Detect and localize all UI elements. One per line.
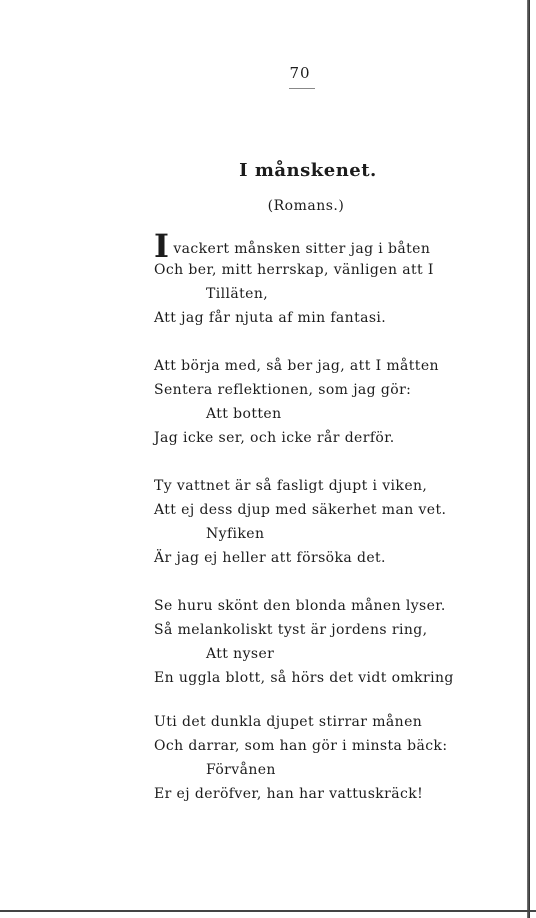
poem-line-text: Och ber, mitt herrskap, vänligen att I <box>154 262 434 278</box>
poem-line <box>154 426 514 450</box>
poem-line <box>154 282 514 306</box>
poem-line <box>154 306 514 330</box>
poem-line-text: Jag icke ser, och icke rår derför. <box>154 430 395 446</box>
poem-line <box>154 227 514 265</box>
poem-line <box>154 354 514 378</box>
drop-cap: I <box>154 227 170 265</box>
poem-line <box>154 498 514 522</box>
poem-line <box>154 594 514 618</box>
poem-line-text: vackert månsken sitter jag i båten <box>173 241 431 257</box>
poem-line <box>154 546 514 570</box>
poem-line <box>154 378 514 402</box>
poem-line-text: Uti det dunkla djupet stirrar månen <box>154 714 423 730</box>
poem-line <box>154 666 514 690</box>
poem-line-text: Att ej dess djup med säkerhet man vet. <box>154 502 447 518</box>
stanza <box>154 710 514 806</box>
poem-line-text: Ty vattnet är så fasligt djupt i viken, <box>154 478 428 494</box>
poem-line-text: Är jag ej heller att försöka det. <box>154 550 386 566</box>
poem-line <box>154 758 514 782</box>
stanza <box>154 354 514 450</box>
poem-line-text: Och darrar, som han gör i minsta bäck: <box>154 738 448 754</box>
poem-line-text: Att botten <box>206 406 282 422</box>
poem-line <box>154 258 514 282</box>
poem-line-text: Så melankoliskt tyst är jordens ring, <box>154 622 428 638</box>
poem-subtitle: (Romans.) <box>267 198 345 214</box>
poem-line-text: Tilläten, <box>206 286 269 302</box>
stanza <box>154 227 514 330</box>
page-edge-right <box>527 0 530 918</box>
page-edge-bottom <box>0 910 536 912</box>
poem-line-text: Sentera reflektionen, som jag gör: <box>154 382 412 398</box>
poem-line <box>154 782 514 806</box>
poem-line <box>154 642 514 666</box>
page-number: 70 <box>289 64 311 82</box>
poem-line <box>154 522 514 546</box>
poem-line-text: Se huru skönt den blonda månen lyser. <box>154 598 446 614</box>
page-number-rule <box>289 88 315 89</box>
poem-line <box>154 710 514 734</box>
poem-line <box>154 402 514 426</box>
poem-line <box>154 618 514 642</box>
poem-line <box>154 474 514 498</box>
stanza <box>154 474 514 570</box>
poem-line-text: En uggla blott, så hörs det vidt omkring <box>154 670 454 686</box>
poem-line-text: Nyfiken <box>206 526 265 542</box>
poem-line-text: Att jag får njuta af min fantasi. <box>154 310 387 326</box>
poem-line-text: Förvånen <box>206 762 276 778</box>
poem-title: I månskenet. <box>239 160 377 181</box>
poem-line <box>154 734 514 758</box>
stanza <box>154 594 514 690</box>
poem-line-text: Er ej deröfver, han har vattuskräck! <box>154 786 424 802</box>
poem-line-text: Att nyser <box>206 646 275 662</box>
poem-line-text: Att börja med, så ber jag, att I måtten <box>154 358 439 374</box>
